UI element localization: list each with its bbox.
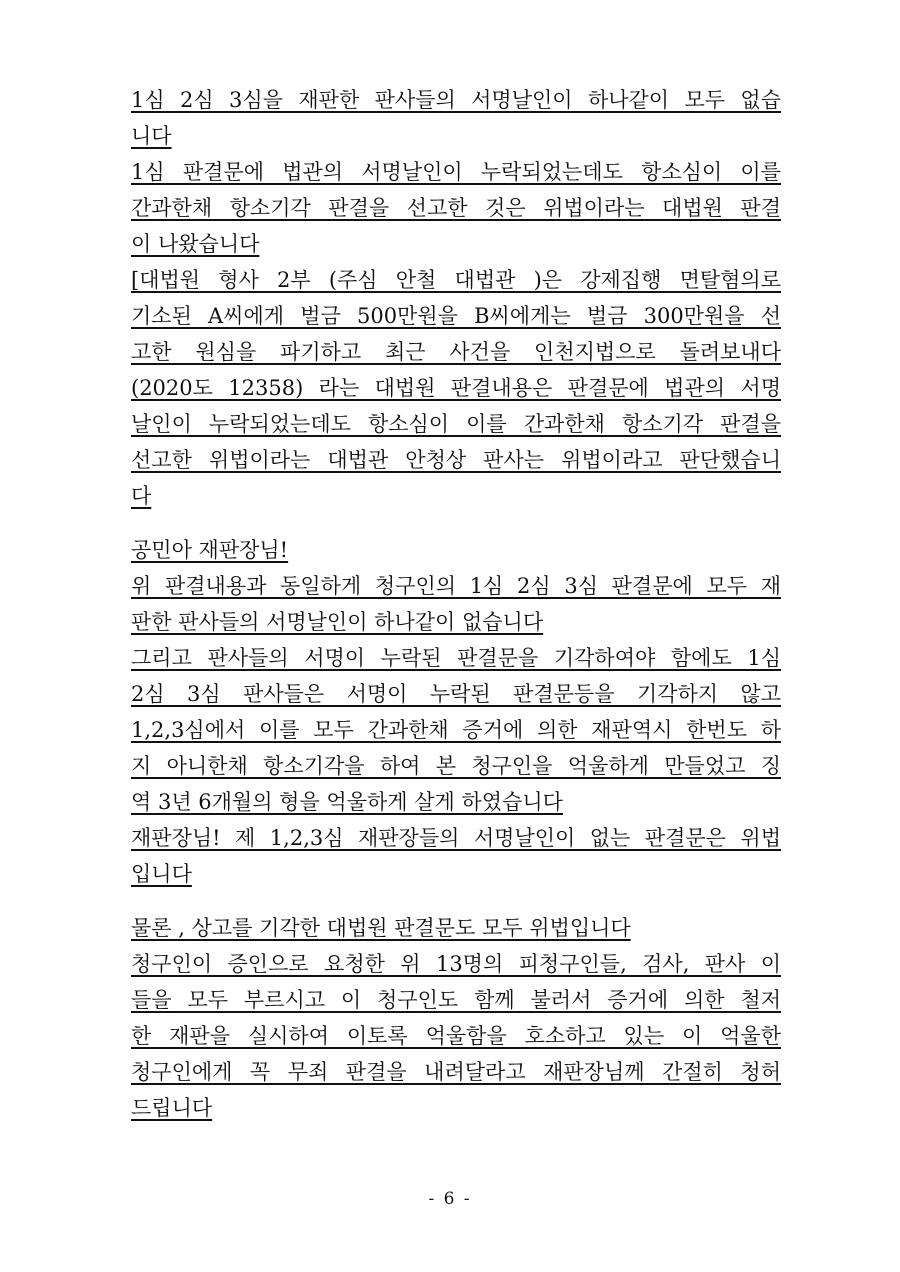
text-line: 니다 <box>131 124 172 148</box>
text-line: 선고한 위법이라는 대법관 안청상 판사는 위법이라고 판단했습니 <box>131 448 781 472</box>
text-line: (2020도 12358) 라는 대법원 판결내용은 판결문에 법관의 서명 <box>131 376 781 400</box>
salutation-line: 공민아 재판장님! <box>131 538 289 562</box>
text-line: [대법원 형사 2부 (주심 안철 대법관 )은 강제집행 면탈혐의로 <box>131 268 781 292</box>
text-line: 1심 판결문에 법관의 서명날인이 누락되었는데도 항소심이 이를 <box>131 160 781 184</box>
text-line: 위 판결내용과 동일하게 청구인의 1심 2심 3심 판결문에 모두 재 <box>131 574 781 598</box>
text-line: 기소된 A씨에게 벌금 500만원을 B씨에게는 벌금 300만원을 선 <box>131 304 781 328</box>
text-line: 입니다 <box>131 862 192 886</box>
text-line: 물론 , 상고를 기각한 대법원 판결문도 모두 위법입니다 <box>131 916 631 940</box>
text-line: 다 <box>131 484 152 508</box>
text-line: 판한 판사들의 서명날인이 하나같이 없습니다 <box>131 610 544 634</box>
text-line: 재판장님! 제 1,2,3심 재판장들의 서명날인이 없는 판결문은 위법 <box>131 826 781 850</box>
page-number: - 6 - <box>428 1189 472 1209</box>
text-line: 한 재판을 실시하여 이토록 억울함을 호소하고 있는 이 억울한 <box>131 1024 781 1048</box>
text-line: 날인이 누락되었는데도 항소심이 이를 간과한채 항소기각 판결을 <box>131 412 781 436</box>
text-line: 1,2,3심에서 이를 모두 간과한채 증거에 의한 재판역시 한번도 하 <box>131 718 781 742</box>
text-line: 지 아니한채 항소기각을 하여 본 청구인을 억울하게 만들었고 징 <box>131 754 781 778</box>
text-line: 고한 원심을 파기하고 최근 사건을 인천지법으로 돌려보내다 <box>131 340 781 364</box>
text-line: 간과한채 항소기각 판결을 선고한 것은 위법이라는 대법원 판결 <box>131 196 781 220</box>
text-line: 청구인이 증인으로 요청한 위 13명의 피청구인들, 검사, 판사 이 <box>131 952 781 976</box>
text-line: 청구인에게 꼭 무죄 판결을 내려달라고 재판장님께 간절히 청허 <box>131 1060 781 1084</box>
text-line: 2심 3심 판사들은 서명이 누락된 판결문등을 기각하지 않고 <box>131 682 781 706</box>
text-line: 1심 2심 3심을 재판한 판사들의 서명날인이 하나같이 모두 없습 <box>131 88 781 112</box>
text-line: 드립니다 <box>131 1096 213 1120</box>
text-line: 역 3년 6개월의 형을 억울하게 살게 하였습니다 <box>131 790 563 814</box>
text-line: 그리고 판사들의 서명이 누락된 판결문을 기각하여야 함에도 1심 <box>131 646 781 670</box>
text-line: 들을 모두 부르시고 이 청구인도 함께 불러서 증거에 의한 철저 <box>131 988 781 1012</box>
text-line: 이 나왔습니다 <box>131 232 260 256</box>
